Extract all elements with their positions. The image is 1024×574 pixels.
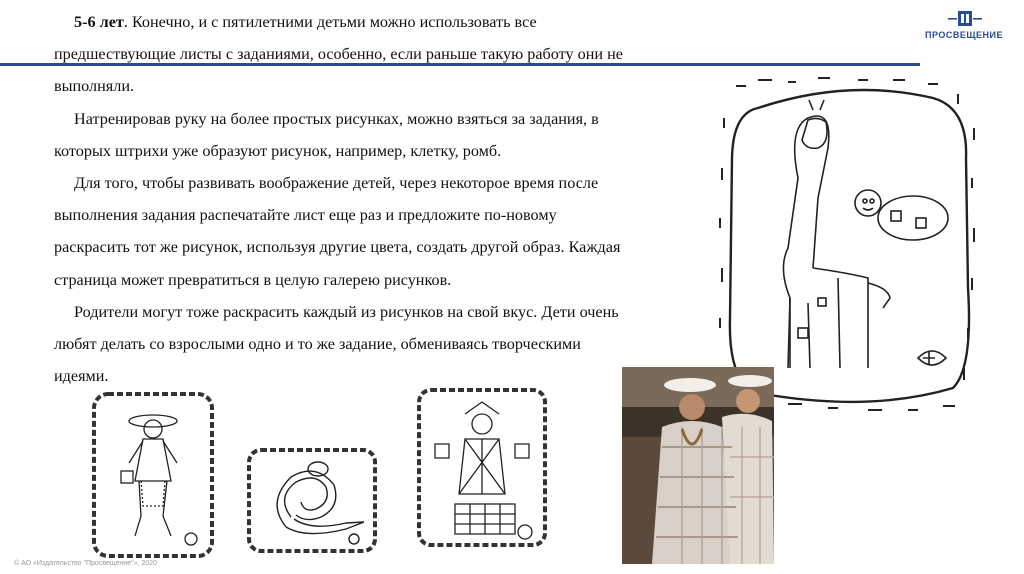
paragraph-4: Родители могут тоже раскрасить каждый из рисунков на свой вкус. Дети очень любят делать со взрослыми одно и то же задание, обмениваясь творческими идеями. [54,302,619,386]
snake-coloring-page [246,447,378,554]
logo-text: ПРОСВЕЩЕНИЕ [924,30,1003,40]
harlequin-coloring-page [415,384,549,549]
lady-coloring-page [91,391,215,559]
age-heading: 5-6 лет [74,13,124,31]
prosveshchenie-logo-icon [948,10,982,28]
fashion-photo [622,367,774,564]
publisher-logo [918,10,1010,40]
paragraph-3: Для того, чтобы развивать воображение детей, через некоторое время после выполнения задания распечатайте лист еще раз и предложите по-новому раскрасить тот же рисунок, используя другие цвета, создать другой образ. Каждая страница может превратиться в целую галерею рисунков. [54,174,621,289]
fashion-photo-graphic [622,367,774,564]
giraffe-turtle-coloring-page [718,68,978,418]
paragraph-1 [54,6,634,103]
paragraph-2: Натренировав руку на более простых рисунках, можно взяться за задания, в которых штрихи уже образуют рисунок, например, клетку, ромб. [54,109,599,160]
paragraph-1-text: . Конечно, и с пятилетними детьми можно использовать все предшествующие листы с заданиями, особенно, если раньше такую работу они не выполняли. [54,13,623,96]
copyright-footer: © АО «Издательство "Просвещение"», 2020 [14,560,157,567]
body-text [54,6,634,392]
